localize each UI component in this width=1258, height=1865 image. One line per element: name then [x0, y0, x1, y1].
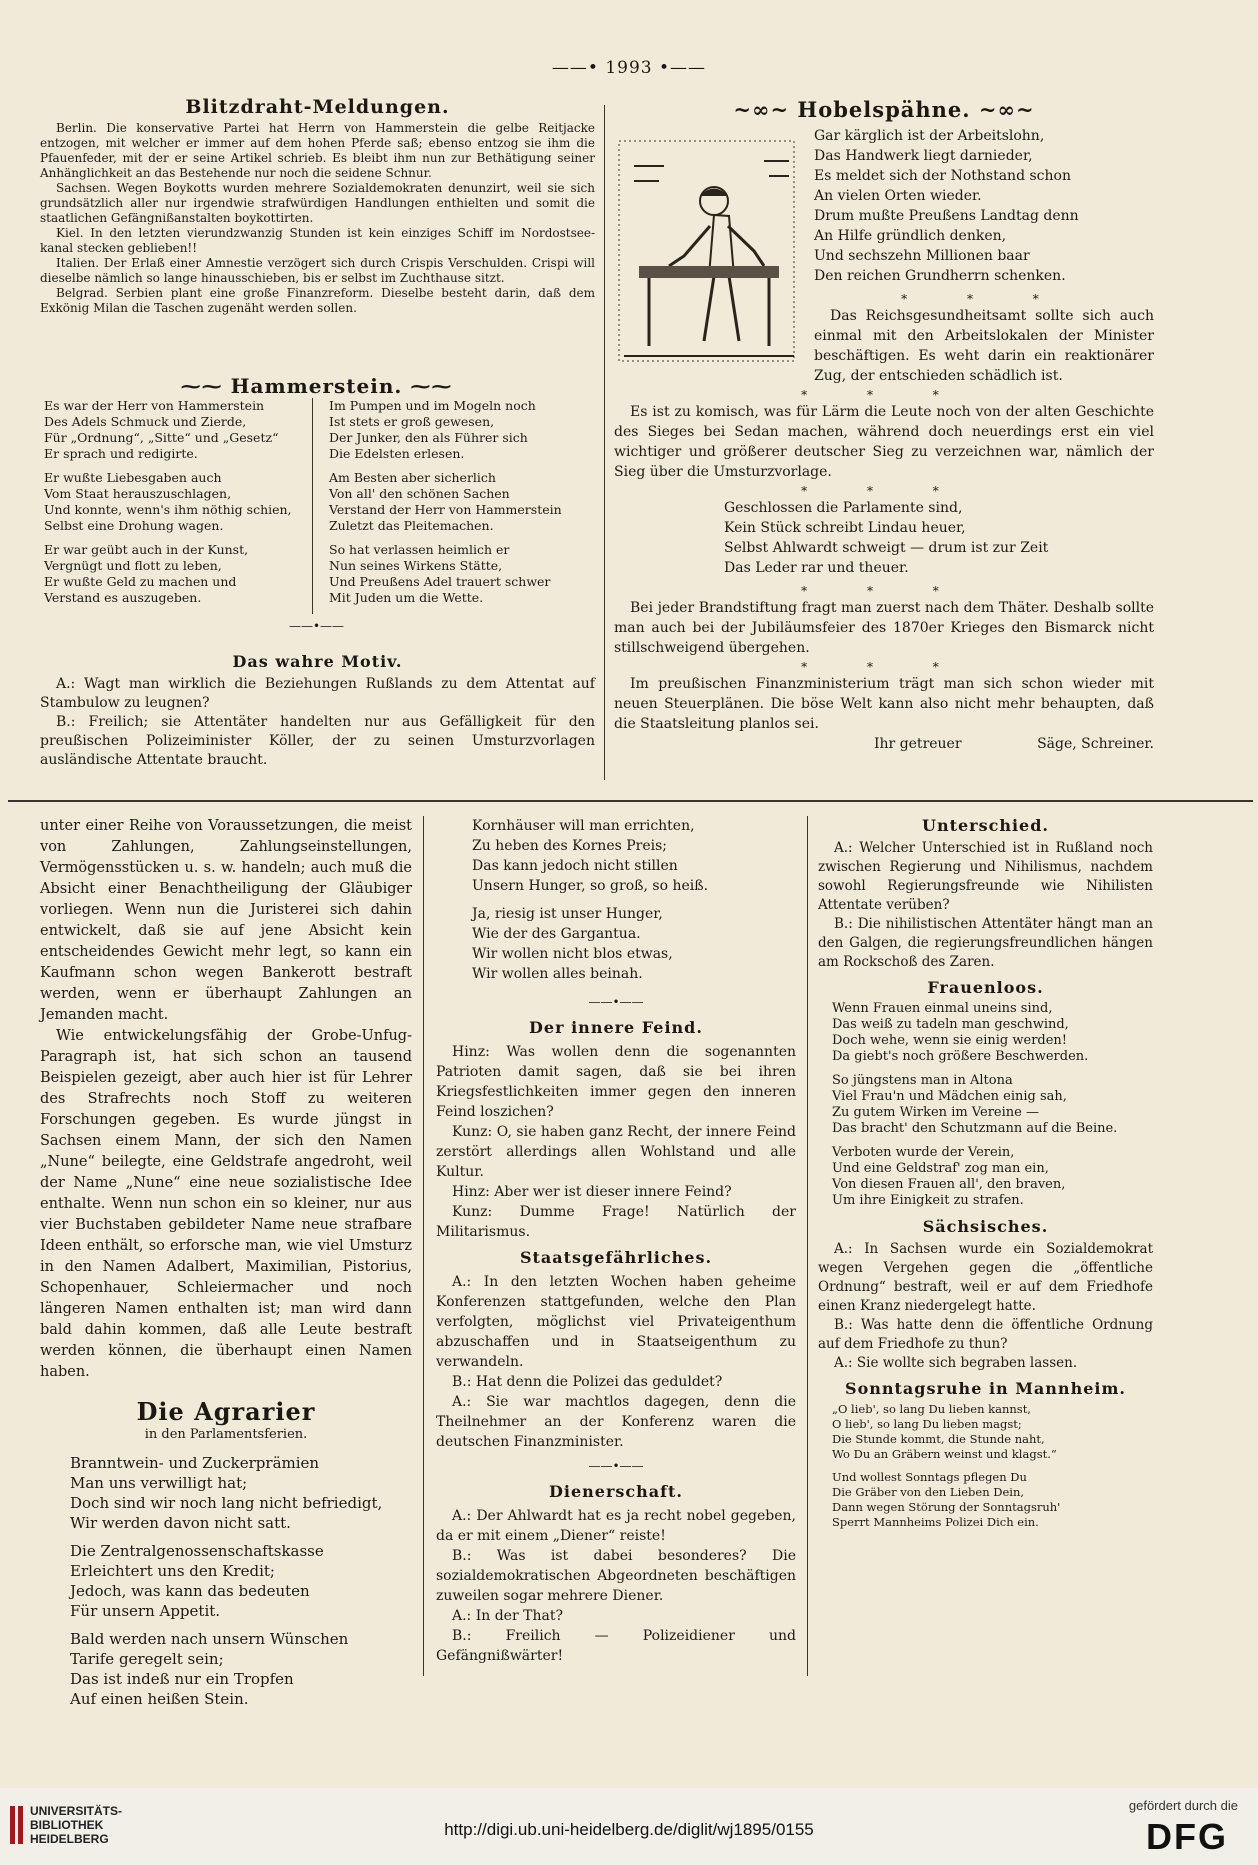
stanza: Die Zentralgenossenschaftskasse Erleichtert uns den Kredit; Jedoch, was kann das bedeuten Für unsern Appetit. — [70, 1542, 324, 1620]
dialog-line: B.: Was ist dabei besonderes? Die sozialdemokratischen Abgeordneten beschäftigen zuweilen sogar mehrere Diener. — [436, 1548, 796, 1604]
dfg-logo: DFG — [1146, 1816, 1228, 1857]
unterschied-title: Unterschied. — [922, 816, 1049, 835]
stanza: Bald werden nach unsern Wünschen Tarife geregelt sein; Das ist indeß nur ein Tropfen Auf einen heißen Stein. — [70, 1630, 349, 1708]
blitz-item: Italien. Der Erlaß einer Amnestie verzögert sich durch Crispis Verschulden. Crispi will dieselbe nämlich so lange hinausschieben, bis er selbst im Zuchthause sitzt. — [40, 256, 595, 285]
agrarier-subtitle: in den Parlamentsferien. — [144, 1427, 308, 1442]
hobel-paragraph: Im preußischen Finanzministerium trägt man sich schon wieder mit neuen Steuerplänen. Die böse Welt kann also nicht mehr behaupten, daß die Staatsleitung planlos sei. — [614, 676, 1154, 732]
stanza: So jüngstens man in Altona Viel Frau'n und Mädchen einig sah, Zu gutem Wirken im Vereine — Das bracht' den Schutzmann auf die Beine. — [832, 1073, 1118, 1136]
dialog-line: A.: In Sachsen wurde ein Sozialdemokrat wegen Vergehen gegen die „öffentliche Ordnung“ bestraft, weil er auf dem Friedhofe einen Kranz niedergelegt hatte. — [818, 1241, 1153, 1314]
separator-ornament: ——•—— — [588, 1459, 644, 1473]
blitz-item: Kiel. In den letzten vierundzwanzig Stunden ist kein einziges Schiff im Nordostsee-kanal stecken geblieben!! — [40, 226, 595, 255]
blitz-item: Berlin. Die konservative Partei hat Herrn von Hammerstein die gelbe Reitjacke entzogen, mit welcher er immer auf dem hohen Pferde saß; ebenso entzog sie ihm die Pfauenfeder, mit der er seine Artikel schrieb. Es bleibt ihm nun zur Bethätigung seiner Anhänglichkeit an das Bestehende nur noch die seidene Schnur. — [40, 121, 595, 180]
column-2 — [436, 816, 796, 1666]
carpenter-illustration — [614, 126, 804, 386]
lower-column-divider-1 — [423, 816, 424, 1676]
separator-ornament: ——•—— — [288, 619, 345, 633]
dialog-line: A.: Der Ahlwardt hat es ja recht nobel gegeben, da er mit einem „Diener“ reiste! — [436, 1508, 796, 1544]
blitz-section — [40, 96, 595, 316]
hobel-poem-2: Geschlossen die Parlamente sind, Kein Stück schreibt Lindau heuer, Selbst Ahlwardt schweigt — drum ist zur Zeit Das Leder rar und theuer. — [724, 500, 1049, 576]
star-separator: * * * — [801, 584, 967, 598]
stanza: Er wußte Liebesgaben auch Vom Staat herauszuschlagen, Und konnte, wenn's ihm nöthig schien, Selbst eine Drohung wagen. — [44, 470, 292, 533]
star-separator: * * * — [801, 660, 967, 674]
hobel-title: ~∞~ Hobelspähne. ~∞~ — [733, 97, 1035, 122]
star-separator: * * * — [801, 484, 967, 498]
dialog-line: A.: Welcher Unterschied ist in Rußland noch zwischen Regierung und Nihilismus, nachdem sowohl Regierungsfreunde wie Nihilisten Attentate verüben? — [818, 840, 1153, 913]
library-name: UNIVERSITÄTS- BIBLIOTHEK HEIDELBERG — [30, 1804, 123, 1846]
stanza: „O lieb', so lang Du lieben kannst, O lieb', so lang Du lieben magst; Die Stunde kommt, die Stunde naht, Wo Du an Gräbern weinst und klagst.“ — [832, 1402, 1057, 1461]
blitz-item: Sachsen. Wegen Boykotts wurden mehrere Sozialdemokraten denunzirt, weil sie sich grundsätzlich aller nur irgendwie strafwürdigen Handlungen enthielten und somit die staatlichen Gefängnißanstalten boykottirten. — [40, 181, 595, 225]
stanza: Ja, riesig ist unser Hunger, Wie der des Gargantua. Wir wollen nicht blos etwas, Wir wollen alles beinah. — [472, 906, 673, 982]
hammerstein-left-column — [44, 398, 313, 614]
stanza: Und wollest Sonntags pflegen Du Die Gräber von den Lieben Dein, Dann wegen Störung der Sonntagsruh' Sperrt Mannheims Polizei Dich ein. — [832, 1470, 1061, 1529]
dialog-line: Kunz: O, sie haben ganz Recht, der innere Feind zerstört allerdings allen Wohlstand und alle Kultur. — [436, 1124, 796, 1180]
stanza: Im Pumpen und im Mogeln noch Ist stets er groß gewesen, Der Junker, den als Führer sich Die Edelsten erlesen. — [329, 398, 536, 461]
stanza: Branntwein- und Zuckerprämien Man uns verwilligt hat; Doch sind wir noch lang nicht befriedigt, Wir werden davon nicht satt. — [70, 1454, 383, 1532]
dialog-line: A.: In der That? — [452, 1608, 563, 1624]
dialog-line: Hinz: Was wollen denn die sogenannten Patrioten damit sagen, daß sie bei ihren Kriegsfestlichkeiten immer gegen den inneren Feind loszichen? — [436, 1044, 796, 1120]
separator-ornament: ——•—— — [588, 995, 644, 1009]
dialog-line: B.: Die nihilistischen Attentäter hängt man an den Galgen, die regierungsfreundlichen hängen am Rockschoß des Zaren. — [818, 916, 1153, 970]
sonntag-title: Sonntagsruhe in Mannheim. — [845, 1379, 1126, 1398]
source-url-link[interactable]: http://digi.ub.uni-heidelberg.de/diglit/wj1895/0155 — [444, 1820, 814, 1839]
motiv-line: A.: Wagt man wirklich die Beziehungen Rußlands zu dem Attentat auf Stambulow zu leugnen? — [40, 676, 595, 711]
dialog-line: A.: Sie war machtlos dagegen, denn die Theilnehmer an der Konferenz waren die deutschen Finanzminister. — [436, 1394, 796, 1450]
dialog-line: A.: Sie wollte sich begraben lassen. — [834, 1355, 1078, 1371]
column-1 — [40, 816, 412, 1717]
dialog-line: B.: Freilich — Polizeidiener und Gefängnißwärter! — [436, 1628, 796, 1664]
lower-column-divider-2 — [807, 816, 808, 1676]
hobel-poem-1: Gar kärglich ist der Arbeitslohn, Das Handwerk liegt darnieder, Es meldet sich der Nothstand schon An vielen Orten wieder. Drum mußte Preußens Landtag denn An Hilfe gründlich denken, Und sechszehn Millionen baar Den reichen Grundherrn schenken. — [814, 128, 1079, 284]
hobel-paragraph: Das Reichsgesundheitsamt sollte sich auch einmal mit den Arbeitslokalen der Minister beschäftigen. Es weht darin ein reaktionärer Zug, der entschieden schädlich ist. — [814, 308, 1154, 384]
stanza: Wenn Frauen einmal uneins sind, Das weiß zu tadeln man geschwind, Doch wehe, wenn sie einig werden! Da giebt's noch größere Beschwerden. — [832, 1001, 1089, 1064]
col1-paragraph: Wie entwickelungsfähig der Grobe-Unfug-Paragraph ist, hat sich schon an tausend Beispielen gezeigt, aber auch hier ist für Lehrer des Strafrechts noch Stoff zu weiteren Forschungen gegeben. Es wurde jüngst in Sachsen einem Mann, der sich den Namen „Nune“ beilegte, eine Geldstrafe angedroht, weil der Name „Nune“ eine neue sozialistische Idee enthalte. Wenn nun schon ein so kleiner, nur aus vier Buchstaben gebildeter Name neue strafbare Ideen enthält, so erforsche man, wie viel Umsturz in den Namen Adalbert, Maximilian, Pistorius, Schopenhauer, Schleiermacher und noch längeren Namen enthalten ist; man wird dann bald dahin kommen, daß alle Leute bestraft werden können, die überhaupt einen Namen haben. — [40, 1028, 412, 1380]
footer-bar — [0, 1788, 1258, 1865]
hobel-section — [614, 97, 1154, 754]
blitz-title: Blitzdraht-Meldungen. — [185, 96, 450, 118]
frauen-title: Frauenloos. — [927, 978, 1044, 997]
hobel-paragraph: Bei jeder Brandstiftung fragt man zuerst nach dem Thäter. Deshalb sollte man auch bei der Jubiläumsfeier des 1870er Krieges den Bismarck nicht stillschweigend übergehen. — [614, 600, 1154, 656]
top-column-divider — [604, 105, 605, 780]
funded-by-label: gefördert durch die — [1128, 1798, 1238, 1813]
col1-paragraph: unter einer Reihe von Voraussetzungen, die meist von Zahlungen, Zahlungseinstellungen, Vermögensstücken u. s. w. handeln; auch muß die Absicht einer Benachtheiligung der Gläubiger vorliegen. Wenn nun die Juristerei sich dahin entwickelt, daß sie auf jene Absicht kein entscheidendes Gewicht mehr legt, so kann ein Kaufmann schon wegen Bankerott bestraft werden, wenn er überhaupt Zahlungen an Jemanden macht. — [40, 818, 412, 1023]
blitz-item: Belgrad. Serbien plant eine große Finanzreform. Dieselbe besteht darin, daß dem Exkönig Milan die Taschen zugenäht werden sollen. — [40, 286, 595, 315]
dialog-line: B.: Hat denn die Polizei das geduldet? — [452, 1374, 723, 1390]
stanza: Es war der Herr von Hammerstein Des Adels Schmuck und Zierde, Für „Ordnung“, „Sitte“ und „Gesetz“ Er sprach und redigirte. — [44, 398, 279, 461]
hammerstein-section — [44, 372, 589, 638]
feind-title: Der innere Feind. — [529, 1018, 703, 1037]
column-3 — [818, 816, 1153, 1538]
dialog-line: B.: Was hatte denn die öffentliche Ordnung auf dem Friedhofe zu thun? — [818, 1317, 1153, 1352]
motiv-line: B.: Freilich; sie Attentäter handelten nur aus Gefälligkeit für den preußischen Polizeiminister Köller, der zu seinen Umsturzvorlagen ausländische Attentate braucht. — [40, 714, 595, 768]
sachs-title: Sächsisches. — [922, 1217, 1049, 1236]
hammerstein-title: ⁓⁓ Hammerstein. ⁓⁓ — [180, 374, 453, 398]
hammerstein-right-column — [313, 398, 589, 614]
staat-title: Staatsgefährliches. — [519, 1248, 713, 1267]
stanza: Kornhäuser will man errichten, Zu heben des Kornes Preis; Das kann jedoch nicht stillen Unsern Hunger, so groß, so heiß. — [472, 818, 709, 894]
star-separator: * * * — [901, 292, 1067, 306]
page-number: ——• 1993 •—— — [551, 58, 707, 78]
dialog-line: Kunz: Dumme Frage! Natürlich der Militarismus. — [436, 1204, 796, 1240]
motiv-section — [40, 646, 595, 770]
stanza: Verboten wurde der Verein, Und eine Geldstraf' zog man ein, Von diesen Frauen all', den braven, Um ihre Einigkeit zu strafen. — [832, 1145, 1066, 1208]
star-separator: * * * — [801, 388, 967, 402]
stanza: So hat verlassen heimlich er Nun seines Wirkens Stätte, Und Preußens Adel trauert schwer Mit Juden um die Wette. — [329, 542, 551, 605]
stanza: Am Besten aber sicherlich Von all' den schönen Sachen Verstand der Herr von Hammerstein Zuletzt das Pleitemachen. — [329, 470, 562, 533]
dialog-line: Hinz: Aber wer ist dieser innere Feind? — [452, 1184, 732, 1200]
motiv-title: Das wahre Motiv. — [232, 652, 403, 671]
hobel-paragraph: Es ist zu komisch, was für Lärm die Leute noch von der alten Geschichte des Sieges bei Sedan machen, während doch neuerdings erst ein viel wichtiger und größerer deutscher Sieg zu verzeichnen war, nämlich der Sieg über die Umsturzvorlage. — [614, 404, 1154, 480]
signature: Ihr getreuer Säge, Schreiner. — [874, 736, 1154, 752]
diener-title: Dienerschaft. — [549, 1482, 683, 1501]
agrarier-title: Die Agrarier — [136, 1397, 316, 1426]
stanza: Er war geübt auch in der Kunst, Vergnügt und flott zu leben, Er wußte Geld zu machen und Verstand es auszugeben. — [44, 542, 249, 605]
horizontal-divider — [8, 800, 1253, 802]
dialog-line: A.: In den letzten Wochen haben geheime Konferenzen stattgefunden, welche den Plan verfolgten, möglichst viel Privateigenthum abzuschaffen und in Staatseigenthum zu verwandeln. — [436, 1274, 796, 1370]
